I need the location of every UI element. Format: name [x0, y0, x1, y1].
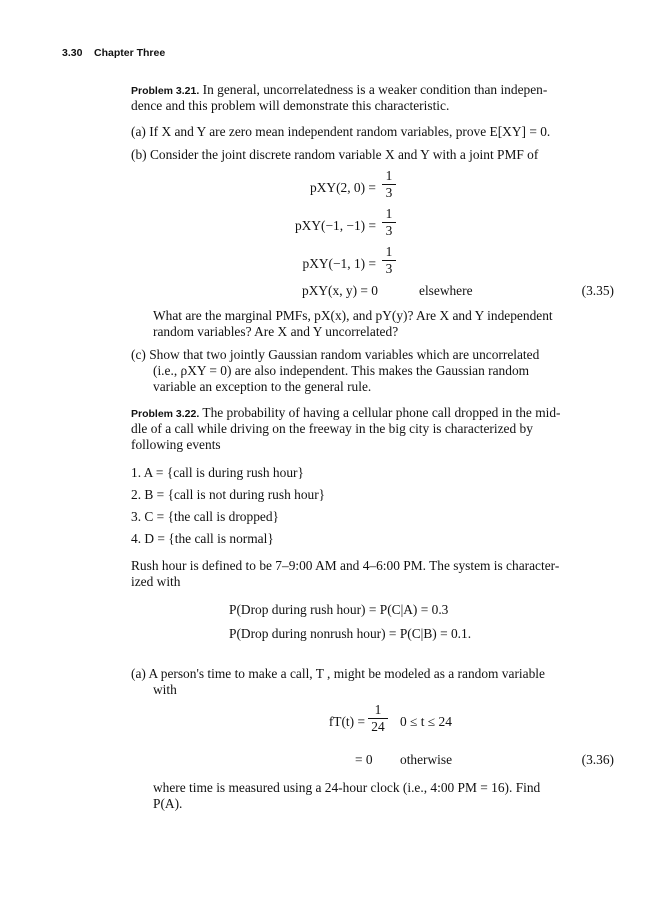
pmf-eq-4-condition: elsewhere [419, 283, 473, 298]
fraction-denominator: 24 [371, 719, 385, 734]
problem-3-21-intro-line1: In general, uncorrelatedness is a weaker condition than indepen- [202, 82, 548, 97]
event-list-item: 2. B = {call is not during rush hour} [131, 487, 326, 502]
problem-3-21-part-b: (b) Consider the joint discrete random variable X and Y with a joint PMF of [131, 147, 539, 162]
fraction-denominator: 3 [385, 185, 393, 200]
problem-3-22-part-a-line2: with [153, 682, 177, 697]
problem-3-21-part-b-question-2: random variables? Are X and Y uncorrelated? [153, 324, 399, 339]
pmf-eq-2-lhs: pXY(−1, −1) = [294, 218, 376, 233]
pmf-eq-4-lhs: pXY(x, y) = 0 [302, 283, 378, 298]
pmf-eq-3-fraction [382, 245, 396, 276]
problem-3-22-intro-line2: dle of a call while driving on the freeway in the big city is characterized by [131, 421, 533, 436]
page-number: 3.30 [62, 47, 83, 59]
problem-3-22-intro-line3: following events [131, 437, 221, 452]
problem-3-21-intro [131, 82, 547, 98]
pdf-else-value: = 0 [355, 752, 373, 767]
pdf-else-condition: otherwise [400, 752, 453, 767]
fraction-denominator: 3 [385, 223, 393, 238]
event-list-item: 1. A = {call is during rush hour} [131, 465, 304, 480]
fraction-numerator: 1 [374, 702, 382, 717]
problem-3-21-part-b-question-1: What are the marginal PMFs, pX(x), and pY(y)? Are X and Y independent [153, 308, 553, 323]
pmf-eq-3-lhs: pXY(−1, 1) = [302, 256, 376, 271]
equation-number-3-35: (3.35) [581, 283, 614, 298]
problem-3-22-part-a-line1: (a) A person's time to make a call, T , might be modeled as a random variable [131, 666, 545, 681]
pmf-eq-1-lhs: pXY(2, 0) = [310, 180, 376, 195]
pdf-equation-range: 0 ≤ t ≤ 24 [400, 714, 452, 729]
pdf-equation-fraction [368, 703, 388, 734]
problem-3-22-intro [131, 405, 560, 421]
rush-hour-definition-line2: ized with [131, 574, 181, 589]
problem-3-22-part-a-line4: P(A). [153, 796, 183, 811]
chapter-title: Chapter Three [94, 47, 166, 59]
probability-equation-1: P(Drop during rush hour) = P(C|A) = 0.3 [229, 602, 449, 617]
event-list-item: 4. D = {the call is normal} [131, 531, 274, 546]
equation-number-3-36: (3.36) [581, 752, 614, 767]
problem-3-21-part-c-line2: (i.e., ρXY = 0) are also independent. This makes the Gaussian random [153, 363, 530, 378]
pdf-equation-lhs: fT(t) = [328, 714, 365, 729]
problem-3-22-intro-line1: The probability of having a cellular phone call dropped in the mid- [202, 405, 561, 420]
problem-3-21-part-a: (a) If X and Y are zero mean independent random variables, prove E[XY] = 0. [131, 124, 551, 139]
event-list-item: 3. C = {the call is dropped} [131, 509, 279, 524]
fraction-numerator: 1 [385, 244, 393, 259]
problem-3-22-part-a-line3: where time is measured using a 24-hour clock (i.e., 4:00 PM = 16). Find [153, 780, 541, 795]
pmf-eq-1-fraction [382, 169, 396, 200]
problem-3-21-part-c-line3: variable an exception to the general rule. [153, 379, 372, 394]
fraction-denominator: 3 [385, 261, 393, 276]
probability-equation-2: P(Drop during nonrush hour) = P(C|B) = 0.1. [229, 626, 472, 641]
problem-3-21-intro-line2: dence and this problem will demonstrate this characteristic. [131, 98, 450, 113]
rush-hour-definition-line1: Rush hour is defined to be 7–9:00 AM and 4–6:00 PM. The system is character- [131, 558, 560, 573]
fraction-numerator: 1 [385, 206, 393, 221]
pmf-eq-2-fraction [382, 207, 396, 238]
fraction-numerator: 1 [385, 168, 393, 183]
problem-3-22-label: Problem 3.22. [131, 408, 200, 420]
problem-3-21-label: Problem 3.21. [131, 85, 200, 97]
problem-3-21-part-c-line1: (c) Show that two jointly Gaussian random variables which are uncorrelated [131, 347, 540, 362]
